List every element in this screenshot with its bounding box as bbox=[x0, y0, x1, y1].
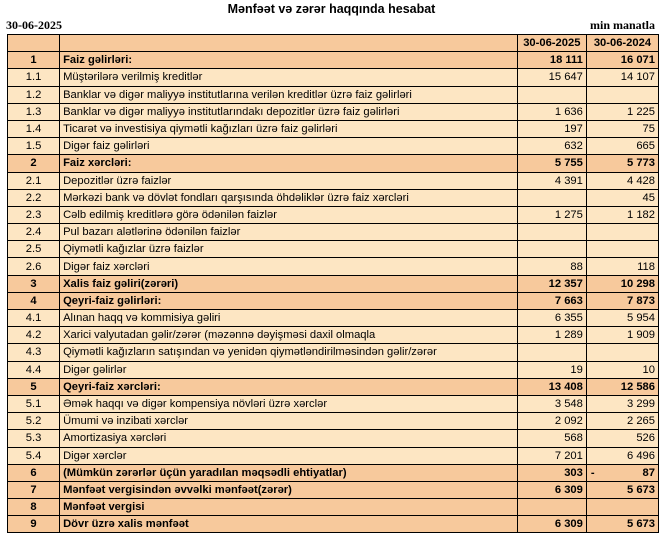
row-number: 5.4 bbox=[8, 447, 60, 464]
value-2024: 16 071 bbox=[586, 52, 658, 69]
value-2024: 665 bbox=[586, 138, 658, 155]
value-2024: 1 225 bbox=[586, 103, 658, 120]
row-label: Mərkəzi bank və dövlət fondları qarşısında öhdəliklər üzrə faiz xərcləri bbox=[60, 189, 518, 206]
row-label: Faiz gəlirləri: bbox=[60, 52, 518, 69]
row-number: 1.3 bbox=[8, 103, 60, 120]
row-label: Digər faiz gəlirləri bbox=[60, 138, 518, 155]
table-row bbox=[8, 395, 659, 412]
row-number: 4 bbox=[8, 292, 60, 309]
table-row bbox=[8, 172, 659, 189]
table-row bbox=[8, 516, 659, 533]
row-label: Mənfəət vergisindən əvvəlki mənfəət(zərər) bbox=[60, 481, 518, 498]
table-row bbox=[8, 224, 659, 241]
table-row bbox=[8, 481, 659, 498]
value-2024: 526 bbox=[586, 430, 658, 447]
value-2025 bbox=[517, 224, 586, 241]
value-2025: 13 408 bbox=[517, 378, 586, 395]
row-number: 2.2 bbox=[8, 189, 60, 206]
row-number: 6 bbox=[8, 464, 60, 481]
table-row bbox=[8, 52, 659, 69]
row-label: Xarici valyutadan gəlir/zərər (məzənnə dəyişməsi daxil olmaqla bbox=[60, 327, 518, 344]
table-row bbox=[8, 413, 659, 430]
table-row bbox=[8, 69, 659, 86]
row-number: 2.5 bbox=[8, 241, 60, 258]
value-2025: 303 bbox=[517, 464, 586, 481]
value-2025: 5 755 bbox=[517, 155, 586, 172]
column-header-2025: 30-06-2025 bbox=[517, 35, 586, 52]
row-number: 5 bbox=[8, 378, 60, 395]
row-number: 2.1 bbox=[8, 172, 60, 189]
table-row bbox=[8, 241, 659, 258]
value-2024 bbox=[586, 344, 658, 361]
value-2024 bbox=[586, 224, 658, 241]
value-2025: 18 111 bbox=[517, 52, 586, 69]
row-label: Digər faiz xərcləri bbox=[60, 258, 518, 275]
table-row bbox=[8, 310, 659, 327]
table-row bbox=[8, 344, 659, 361]
value-2025: 88 bbox=[517, 258, 586, 275]
value-2025: 4 391 bbox=[517, 172, 586, 189]
report-date: 30-06-2025 bbox=[6, 18, 62, 32]
value-2025 bbox=[517, 241, 586, 258]
value-2024: 5 673 bbox=[586, 481, 658, 498]
table-row bbox=[8, 275, 659, 292]
value-2024: 4 428 bbox=[586, 172, 658, 189]
column-header-2024: 30-06-2024 bbox=[586, 35, 658, 52]
row-label: Əmək haqqı və digər kompensiya növləri üzrə xərclər bbox=[60, 395, 518, 412]
row-label: Ümumi və inzibati xərclər bbox=[60, 413, 518, 430]
value-2024: 1 909 bbox=[586, 327, 658, 344]
row-label: Depozitlər üzrə faizlər bbox=[60, 172, 518, 189]
value-2025 bbox=[517, 189, 586, 206]
value-2025: 2 092 bbox=[517, 413, 586, 430]
row-number: 9 bbox=[8, 516, 60, 533]
table-row bbox=[8, 120, 659, 137]
table-row bbox=[8, 499, 659, 516]
row-label: Alınan haqq və kommisiya gəliri bbox=[60, 310, 518, 327]
row-label: Cəlb edilmiş kreditlərə görə ödənilən faizlər bbox=[60, 206, 518, 223]
row-label: Banklar və digər maliyyə institutlarına verilən kreditlər üzrə faiz gəlirləri bbox=[60, 86, 518, 103]
value-2024 bbox=[586, 464, 658, 481]
table-row bbox=[8, 258, 659, 275]
table-row bbox=[8, 189, 659, 206]
currency-unit: min manatla bbox=[589, 18, 655, 32]
value-2024: 3 299 bbox=[586, 395, 658, 412]
row-number: 1.1 bbox=[8, 69, 60, 86]
income-statement-table bbox=[7, 34, 659, 533]
row-number: 2.4 bbox=[8, 224, 60, 241]
value-2025: 7 663 bbox=[517, 292, 586, 309]
header-blank-no bbox=[8, 35, 60, 52]
value-2024: 12 586 bbox=[586, 378, 658, 395]
table-row bbox=[8, 361, 659, 378]
row-number: 1.2 bbox=[8, 86, 60, 103]
value-2024: 6 496 bbox=[586, 447, 658, 464]
value-2025: 1 275 bbox=[517, 206, 586, 223]
value-2025: 15 647 bbox=[517, 69, 586, 86]
value-2025: 6 309 bbox=[517, 481, 586, 498]
row-label: Digər gəlirlər bbox=[60, 361, 518, 378]
table-row bbox=[8, 292, 659, 309]
value-text: 87 bbox=[642, 466, 655, 479]
table-row bbox=[8, 327, 659, 344]
row-label: Müştərilərə verilmiş kreditlər bbox=[60, 69, 518, 86]
row-number: 3 bbox=[8, 275, 60, 292]
row-label: Pul bazarı alətlərinə ödənilən faizlər bbox=[60, 224, 518, 241]
value-2024: 14 107 bbox=[586, 69, 658, 86]
row-label: Amortizasiya xərcləri bbox=[60, 430, 518, 447]
table-row bbox=[8, 430, 659, 447]
table-row bbox=[8, 206, 659, 223]
row-label: Banklar və digər maliyyə institutlarındakı depozitlər üzrə faiz gəlirləri bbox=[60, 103, 518, 120]
row-number: 5.3 bbox=[8, 430, 60, 447]
row-label: Qiymətli kağızlar üzrə faizlər bbox=[60, 241, 518, 258]
table-row bbox=[8, 447, 659, 464]
value-2025: 7 201 bbox=[517, 447, 586, 464]
value-2024: 10 298 bbox=[586, 275, 658, 292]
row-number: 2 bbox=[8, 155, 60, 172]
row-label: Xalis faiz gəliri(zərəri) bbox=[60, 275, 518, 292]
row-number: 2.6 bbox=[8, 258, 60, 275]
value-2024 bbox=[586, 86, 658, 103]
value-2024: 10 bbox=[586, 361, 658, 378]
value-2024: 45 bbox=[586, 189, 658, 206]
table-header-row bbox=[8, 35, 659, 52]
row-label: Faiz xərcləri: bbox=[60, 155, 518, 172]
value-2024: 5 954 bbox=[586, 310, 658, 327]
value-2024: 1 182 bbox=[586, 206, 658, 223]
row-label: Qeyri-faiz xərcləri: bbox=[60, 378, 518, 395]
value-2024: 5 773 bbox=[586, 155, 658, 172]
row-number: 7 bbox=[8, 481, 60, 498]
table-row bbox=[8, 464, 659, 481]
row-number: 1.5 bbox=[8, 138, 60, 155]
table-row bbox=[8, 138, 659, 155]
row-label: Dövr üzrə xalis mənfəət bbox=[60, 516, 518, 533]
negative-sign: - bbox=[590, 466, 595, 479]
value-2025: 568 bbox=[517, 430, 586, 447]
row-label: Qiymətli kağızların satışından və yenidən qiymətləndirilməsindən gəlir/zərər bbox=[60, 344, 518, 361]
table-row bbox=[8, 103, 659, 120]
value-2025: 197 bbox=[517, 120, 586, 137]
row-number: 4.4 bbox=[8, 361, 60, 378]
value-2025: 6 309 bbox=[517, 516, 586, 533]
table-row bbox=[8, 155, 659, 172]
value-2025 bbox=[517, 344, 586, 361]
row-number: 4.2 bbox=[8, 327, 60, 344]
row-label: Mənfəət vergisi bbox=[60, 499, 518, 516]
value-2024: 2 265 bbox=[586, 413, 658, 430]
value-2025: 3 548 bbox=[517, 395, 586, 412]
value-2025: 1 289 bbox=[517, 327, 586, 344]
row-number: 5.2 bbox=[8, 413, 60, 430]
report-title: Mənfəət və zərər haqqında hesabat bbox=[227, 2, 436, 16]
value-2025: 632 bbox=[517, 138, 586, 155]
row-number: 4.3 bbox=[8, 344, 60, 361]
value-2025: 1 636 bbox=[517, 103, 586, 120]
value-2025: 19 bbox=[517, 361, 586, 378]
row-label: Digər xərclər bbox=[60, 447, 518, 464]
row-number: 4.1 bbox=[8, 310, 60, 327]
row-number: 1.4 bbox=[8, 120, 60, 137]
row-number: 2.3 bbox=[8, 206, 60, 223]
row-label: Qeyri-faiz gəlirləri: bbox=[60, 292, 518, 309]
header-blank-name bbox=[60, 35, 518, 52]
row-label: Ticarət və investisiya qiymətli kağızları üzrə faiz gəlirləri bbox=[60, 120, 518, 137]
value-2024: 5 673 bbox=[586, 516, 658, 533]
value-2024: 118 bbox=[586, 258, 658, 275]
value-2024: 7 873 bbox=[586, 292, 658, 309]
value-2025 bbox=[517, 499, 586, 516]
value-2025: 6 355 bbox=[517, 310, 586, 327]
row-label: (Mümkün zərərlər üçün yaradılan məqsədli ehtiyatlar) bbox=[60, 464, 518, 481]
row-number: 1 bbox=[8, 52, 60, 69]
row-number: 5.1 bbox=[8, 395, 60, 412]
value-2024: 75 bbox=[586, 120, 658, 137]
value-2024 bbox=[586, 241, 658, 258]
value-2024 bbox=[586, 499, 658, 516]
row-number: 8 bbox=[8, 499, 60, 516]
table-row bbox=[8, 86, 659, 103]
value-2025 bbox=[517, 86, 586, 103]
value-2025: 12 357 bbox=[517, 275, 586, 292]
table-row bbox=[8, 378, 659, 395]
